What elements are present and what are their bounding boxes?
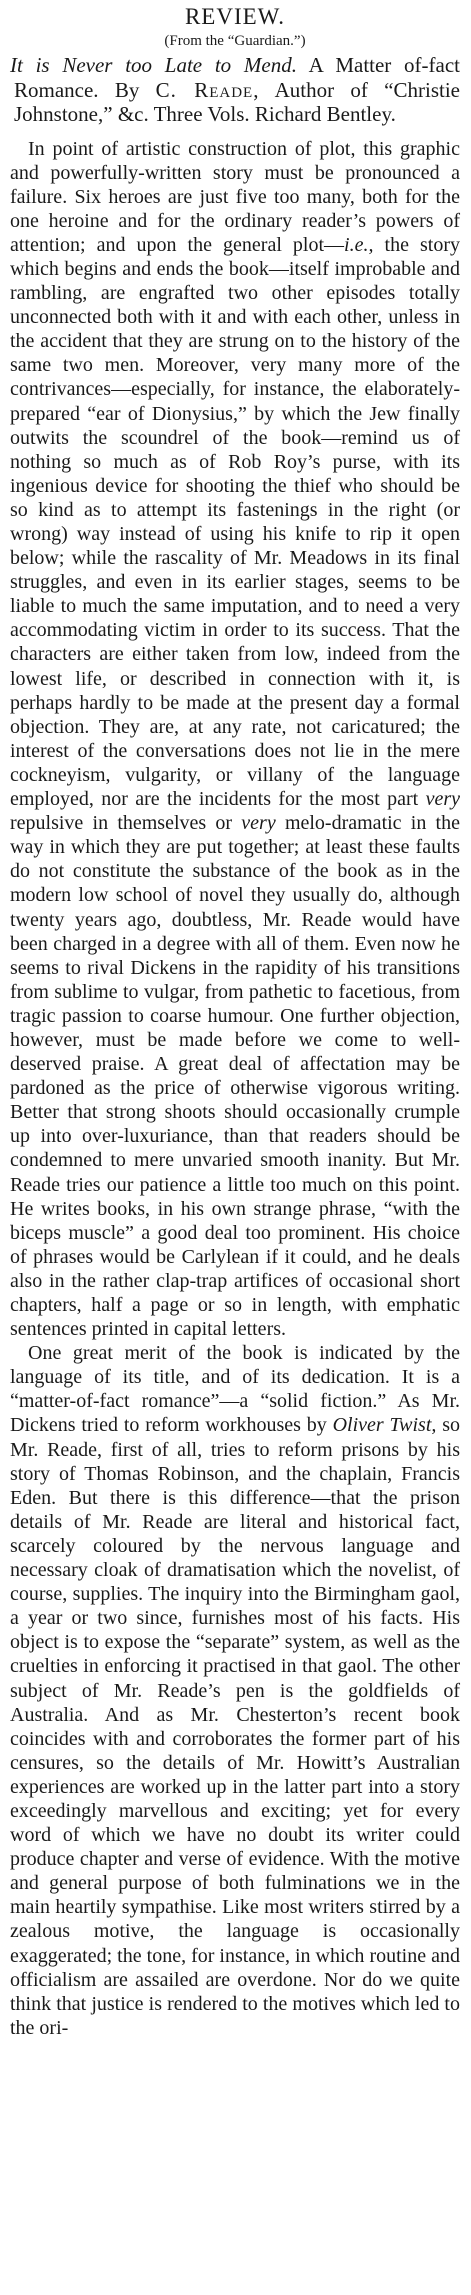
italic-text: very [241, 812, 276, 835]
author-name: C. Reade, [155, 77, 260, 102]
paragraph-text: One great merit of the book is indicated by the language of its title, and of its dedication. It is a “matter-of-fact romance”—a “solid fiction.” As Mr. Dickens tried to reform workhouses by [10, 1342, 460, 1437]
paragraph-text: repulsive in themselves or [10, 812, 242, 835]
book-title: It is Never too Late to Mend. [10, 53, 297, 77]
paragraph-text: so Mr. Reade, first of all, tries to reform prisons by his story of Thomas Robinson, and the chaplain, Francis Eden. But there is this difference—that the prison details of Mr. Reade are literal and historical fact, scarcely coloured by the nervous language and necessary cloak of dramatisation which the novelist, of course, supplies. The inquiry into the Birmingham gaol, a year or two since, furnishes most of his facts. His object is to expose the “separate” system, as well as the cruelties in enforcing it practised in that gaol. The other subject of Mr. Reade’s pen is the goldfields of Australia. And as Mr. Chesterton’s recent book coincides with and corroborates the former part of his censures, so the details of Mr. Howitt’s Australian experiences are worked up in the latter part into a story exceedingly marvellous and exciting; yet for every word of which we have no doubt its writer could produce chapter and verse of evidence. With the motive and general purpose of both fulminations we in the main heartily sympathise. Like most writers stirred by a zealous motive, the language is occasionally exaggerated; the tone, for instance, in which routine and officialism are assailed are overdone. Nor do we quite think that justice is rendered to the motives which led to the ori- [10, 1414, 460, 2039]
italic-text: i.e., [344, 233, 374, 256]
paragraph-text: the story which begins and ends the book—itself improbable and rambling, are engrafted two other episodes totally unconnected both with it and with each other, unless in the accident that they are strung on to the history of the same two men. Moreover, very many more of the contrivances—especially, for instance, the elaborately-prepared “ear of Dionysius,” by which the Jew finally outwits the scoundrel of the book—remind us of nothing so much as of Rob Roy’s purse, with its ingenious device for shooting the thief who should be so kind as to attempt its fastenings in the right (or wrong) way instead of using his knife to rip it open below; while the rascality of Mr. Meadows in its final struggles, and even in its earlier stages, seems to be liable to much the same imputation, and to need a very accommodating victim in order to its success. That the characters are either taken from low, indeed from the lowest life, or described in connection with it, is perhaps hardly to be made at the present day a formal objection. They are, at any rate, not caricatured; the interest of the conversations does not lie in the mere cockneyism, vulgarity, or villany of the language employed, nor are the incidents for the most part [10, 233, 461, 811]
italic-text: Oliver Twist, [332, 1414, 437, 1437]
paragraph-text: In point of artistic construction of plot, this graphic and powerfully-written story must be pronounced a failure. Six heroes are just five too many, both for the one heroine and for the ordinary reader’s powers of attention; and upon the general plot— [10, 137, 460, 256]
paragraph-text: melo-dramatic in the way in which they are put together; at least these faults do not constitute the substance of the book as in the modern low school of novel they usually do, although twenty years ago, doubtless, Mr. Reade would have been charged in a degree with all of them. Even now he seems to rival Dickens in the rapidity of his transitions from sublime to vulgar, from pathetic to facetious, from tragic passion to coarse humour. One further objection, however, must be made before we come to well-deserved praise. A great deal of affectation may be pardoned as the price of otherwise vigorous writing. Better that strong shoots should occasionally crumple up into over-luxuriance, than that readers should be condemned to mere unvaried smooth inanity. But Mr. Reade tries our patience a little too much on this point. He writes books, in his own strange phrase, “with the biceps muscle” a good deal too prominent. His choice of phrases would be Carlylean if it could, and he deals also in the rather clap-trap artifices of occasional short chapters, half a page or so in length, with emphatic sentences printed in capital letters. [10, 812, 460, 1341]
italic-text: very [425, 788, 460, 811]
book-details: Author of “Christie Johnstone,” &c. Three Vols. Richard Bentley. [14, 77, 460, 126]
article-paragraph-1 [10, 137, 460, 1342]
section-title: REVIEW. [184, 4, 286, 29]
source-line: (From the “Guardian.”) [164, 33, 306, 49]
book-subtitle: A Matter of-fact Romance. [14, 53, 460, 102]
book-headline [10, 53, 460, 127]
by-word: By [114, 77, 140, 102]
article-paragraph-2 [10, 1341, 460, 2040]
